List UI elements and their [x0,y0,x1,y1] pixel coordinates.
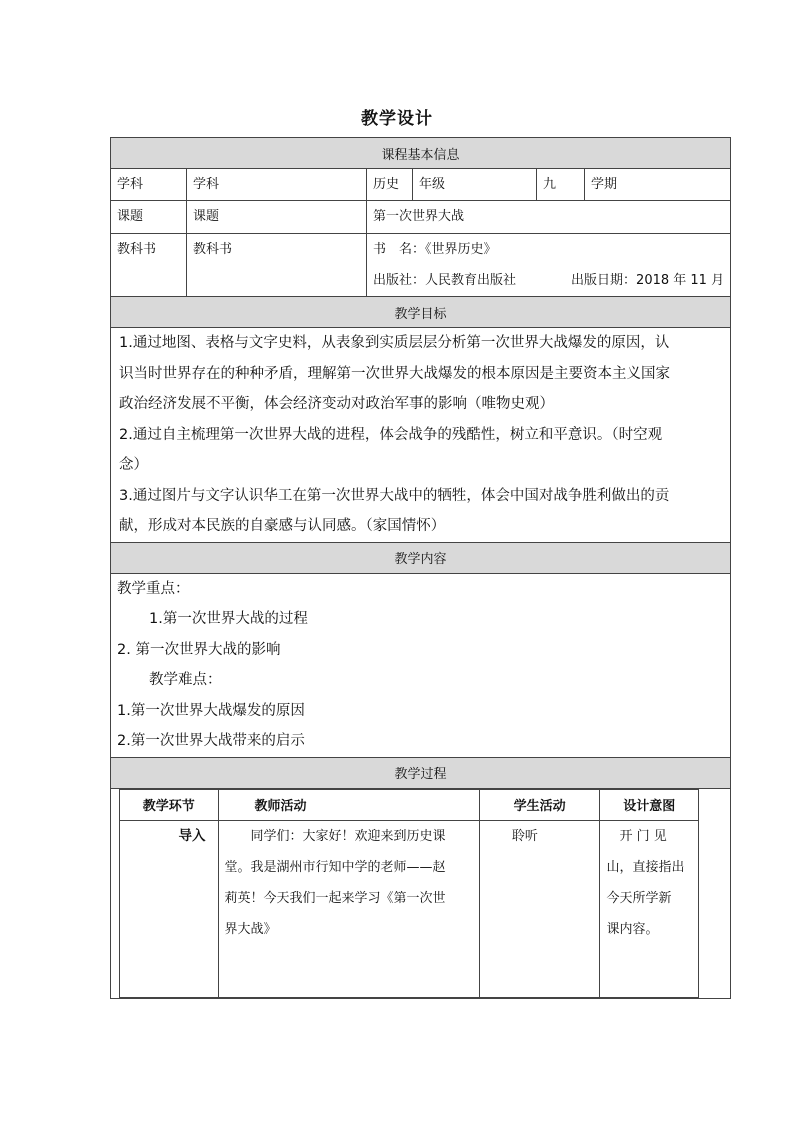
design-intent-line: 开 门 见 [606,828,667,844]
topic-label: 课题 [111,201,187,234]
difficult-point-item: 1.第一次世界大战爆发的原因 [117,702,305,719]
topic-value: 课题 [187,201,367,234]
content-body [111,573,731,757]
key-point-item: 1.第一次世界大战的过程 [149,611,308,627]
section-header-content: 教学内容 [111,542,731,573]
textbook-details [367,234,731,297]
column-header-stage: 教学环节 [120,789,219,820]
objective-line: 3.通过图片与文字认识华工在第一次世界大战中的牺牲，体会中国对战争胜利做出的贡 [119,487,670,504]
student-activity-cell: 聆听 [479,820,600,997]
lesson-plan-table [110,137,731,999]
design-intent-cell [600,820,699,997]
objective-line: 2.通过自主梳理第一次世界大战的进程，体会战争的残酷性，树立和平意识。（时空观 [119,426,663,443]
design-intent-line: 课内容。 [606,921,659,937]
objective-line: 1.通过地图、表格与文字史料，从表象到实质层层分析第一次世界大战爆发的原因，认 [119,335,670,351]
design-intent-line: 今天所学新 [606,890,672,906]
term-label: 学期 [585,169,731,201]
design-intent-line: 山，直接指出 [606,859,685,875]
objective-line: 念） [119,457,148,473]
objectives-body [111,328,731,543]
column-header-student: 学生活动 [479,789,600,820]
teacher-activity-cell [218,820,479,997]
publish-date: 出版日期：2018 年 11 月 [571,273,725,288]
section-header-process: 教学过程 [111,757,731,788]
difficult-point-item: 2.第一次世界大战带来的启示 [117,733,305,749]
column-header-intent: 设计意图 [600,789,699,820]
textbook-value: 教科书 [187,234,367,297]
column-header-teacher: 教师活动 [218,789,479,820]
process-table [119,789,699,998]
teacher-activity-line: 莉英！今天我们一起来学习《第一次世 [224,890,446,906]
grade-value: 九 [537,169,585,201]
objective-line: 识当时世界存在的种种矛盾，理解第一次世界大战爆发的根本原因是主要资本主义国家 [119,365,670,382]
document-title: 教学设计 [361,109,433,129]
stage-cell: 导入 [120,820,219,997]
section-header-basic-info: 课程基本信息 [111,138,731,169]
book-title: 书 名：《世界历史》 [373,242,497,257]
publisher: 出版社：人民教育出版社 [373,273,517,288]
grade-label: 年级 [413,169,537,201]
key-points-label: 教学重点： [117,580,190,597]
topic-name: 第一次世界大战 [367,201,731,234]
table-row [120,820,699,997]
section-header-objectives: 教学目标 [111,297,731,328]
textbook-label: 教科书 [111,234,187,297]
subject-name: 历史 [367,169,413,201]
subject-label: 学科 [111,169,187,201]
objective-line: 献，形成对本民族的自豪感与认同感。（家国情怀） [119,518,446,534]
teacher-activity-line: 同学们：大家好！欢迎来到历史课 [224,828,446,844]
subject-value: 学科 [187,169,367,201]
objective-line: 政治经济发展不平衡，体会经济变动对政治军事的影响（唯物史观） [119,396,554,412]
process-body [111,788,731,998]
key-point-item: 2. 第一次世界大战的影响 [117,641,281,658]
difficult-points-label: 教学难点： [149,672,222,688]
teacher-activity-line: 界大战》 [224,921,277,937]
teacher-activity-line: 堂。我是湖州市行知中学的老师——赵 [224,859,446,875]
